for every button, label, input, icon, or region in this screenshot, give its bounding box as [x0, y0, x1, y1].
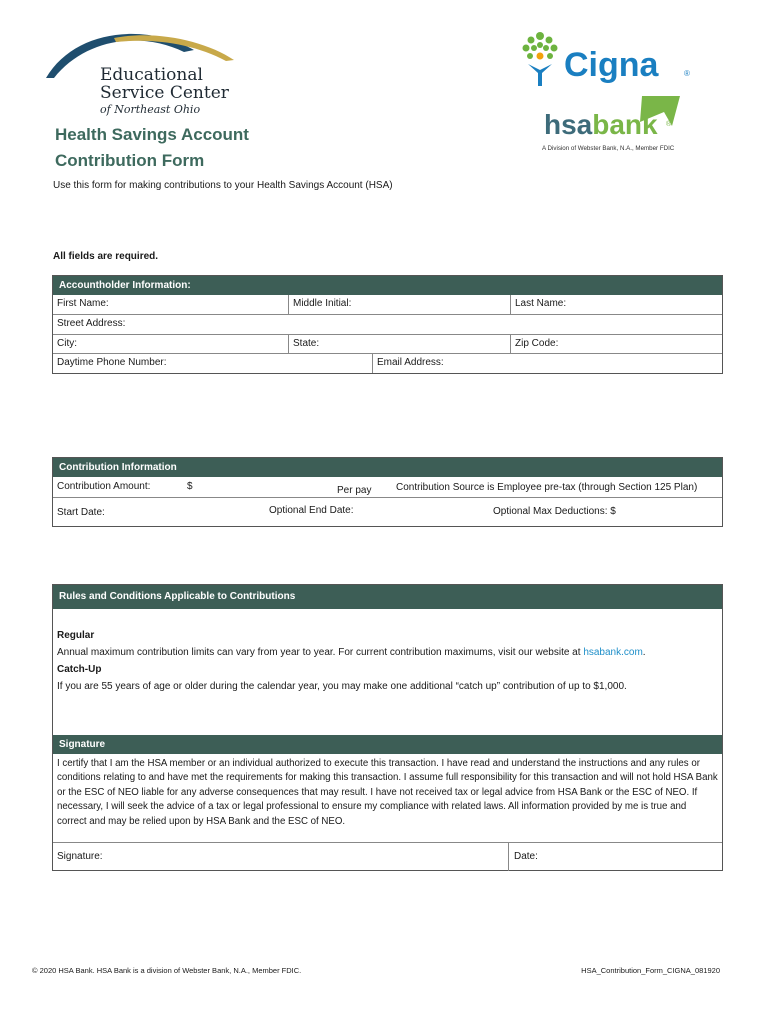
hsabank-link[interactable]: hsabank.com [583, 647, 643, 658]
footer-form-id: HSA_Contribution_Form_CIGNA_081920 [581, 966, 720, 975]
esc-logo-line2: Service Center [100, 83, 229, 103]
daytime-phone-field[interactable] [53, 354, 372, 373]
contribution-amount-field[interactable]: $ [187, 481, 193, 492]
signature-heading: Signature [53, 735, 722, 754]
first-name-field[interactable] [53, 295, 288, 314]
rules-section [52, 584, 723, 736]
signature-row [53, 842, 722, 871]
contribution-heading: Contribution Information [53, 458, 722, 477]
hsabank-tagline: A Division of Webster Bank, N.A., Member FDIC [542, 145, 675, 152]
date-field[interactable]: Date: [514, 851, 538, 862]
hsabank-registered: ® [666, 121, 672, 128]
catchup-text: If you are 55 years of age or older during the calendar year, you may make one additional “catch up” contribution of up to $1,000. [57, 681, 627, 692]
form-title [55, 122, 249, 174]
rules-heading: Rules and Conditions Applicable to Contributions [53, 585, 722, 609]
certification-text: I certify that I am the HSA member or an individual authorized to execute this transaction. I have read and understand the instructions and any rules or conditions relating to and have met the requirements for making this transaction. I assume full responsibility for this transaction and will not hold HSA Bank or the ESC of NEO liable for any adverse consequences that may result. I have not received tax or legal advice from HSA Bank or the ESC of NEO. If necessary, I will seek the advice of a tax or legal professional to ensure my compliance with related laws. All information provided by me is true and correct and may be relied upon by HSA Bank and the ESC of NEO. [57, 758, 718, 827]
contact-row [53, 353, 722, 373]
esc-logo-line3: of Northeast Ohio [100, 103, 201, 116]
state-field[interactable] [288, 335, 510, 353]
regular-text-end: . [642, 647, 646, 658]
per-pay-label: Per pay [337, 485, 372, 496]
regular-text-line [57, 644, 646, 661]
cigna-wordmark: Cigna [564, 46, 659, 84]
form-title-line2: Contribution Form [55, 151, 205, 170]
start-date-field[interactable]: Start Date: [57, 507, 105, 518]
middle-initial-label: Middle Initial: [293, 298, 352, 309]
accountholder-section [52, 275, 723, 374]
signature-field[interactable]: Signature: [57, 851, 103, 862]
esc-logo [44, 30, 264, 120]
contribution-amount-label: Contribution Amount: [57, 481, 151, 492]
street-address-label: Street Address: [57, 318, 126, 329]
footer-copyright: © 2020 HSA Bank. HSA Bank is a division of Webster Bank, N.A., Member FDIC. [32, 966, 302, 975]
contribution-dates-row [53, 497, 722, 527]
street-row [53, 314, 722, 334]
daytime-phone-label: Daytime Phone Number: [57, 357, 167, 368]
optional-max-deductions-field[interactable]: Optional Max Deductions: $ [493, 506, 616, 517]
contribution-amount-row [53, 477, 722, 497]
form-title-line1: Health Savings Account [55, 125, 249, 144]
street-address-field[interactable] [53, 315, 722, 334]
catchup-title: Catch-Up [57, 664, 102, 675]
zip-code-label: Zip Code: [515, 338, 559, 349]
last-name-label: Last Name: [515, 298, 567, 309]
last-name-field[interactable] [510, 295, 722, 314]
contribution-source-label: Contribution Source is Employee pre-tax (through Section 125 Plan) [396, 482, 698, 493]
signature-section [52, 735, 723, 871]
email-address-field[interactable] [372, 354, 722, 373]
city-row [53, 334, 722, 353]
rules-body [57, 627, 646, 695]
middle-initial-field[interactable] [288, 295, 510, 314]
cigna-logo [520, 28, 700, 92]
name-row [53, 295, 722, 314]
form-intro: Use this form for making contributions to your Health Savings Account (HSA) [53, 180, 393, 191]
regular-text: Annual maximum contribution limits can vary from year to year. For current contribution maximums, visit our website at [57, 647, 581, 658]
accountholder-heading: Accountholder Information: [53, 276, 722, 295]
required-note: All fields are required. [53, 251, 159, 262]
regular-title: Regular [57, 630, 95, 641]
signature-divider [508, 843, 509, 871]
state-label: State: [293, 338, 320, 349]
hsabank-wordmark: hsabank [544, 109, 658, 140]
zip-code-field[interactable] [510, 335, 722, 353]
hsabank-logo [540, 96, 690, 156]
optional-end-date-field[interactable]: Optional End Date: [269, 505, 354, 516]
first-name-label: First Name: [57, 298, 109, 309]
email-address-label: Email Address: [377, 357, 444, 368]
contribution-section [52, 457, 723, 527]
city-label: City: [57, 338, 77, 349]
esc-logo-line1: Educational [100, 65, 203, 85]
city-field[interactable] [53, 335, 288, 353]
cigna-registered: ® [684, 69, 690, 78]
